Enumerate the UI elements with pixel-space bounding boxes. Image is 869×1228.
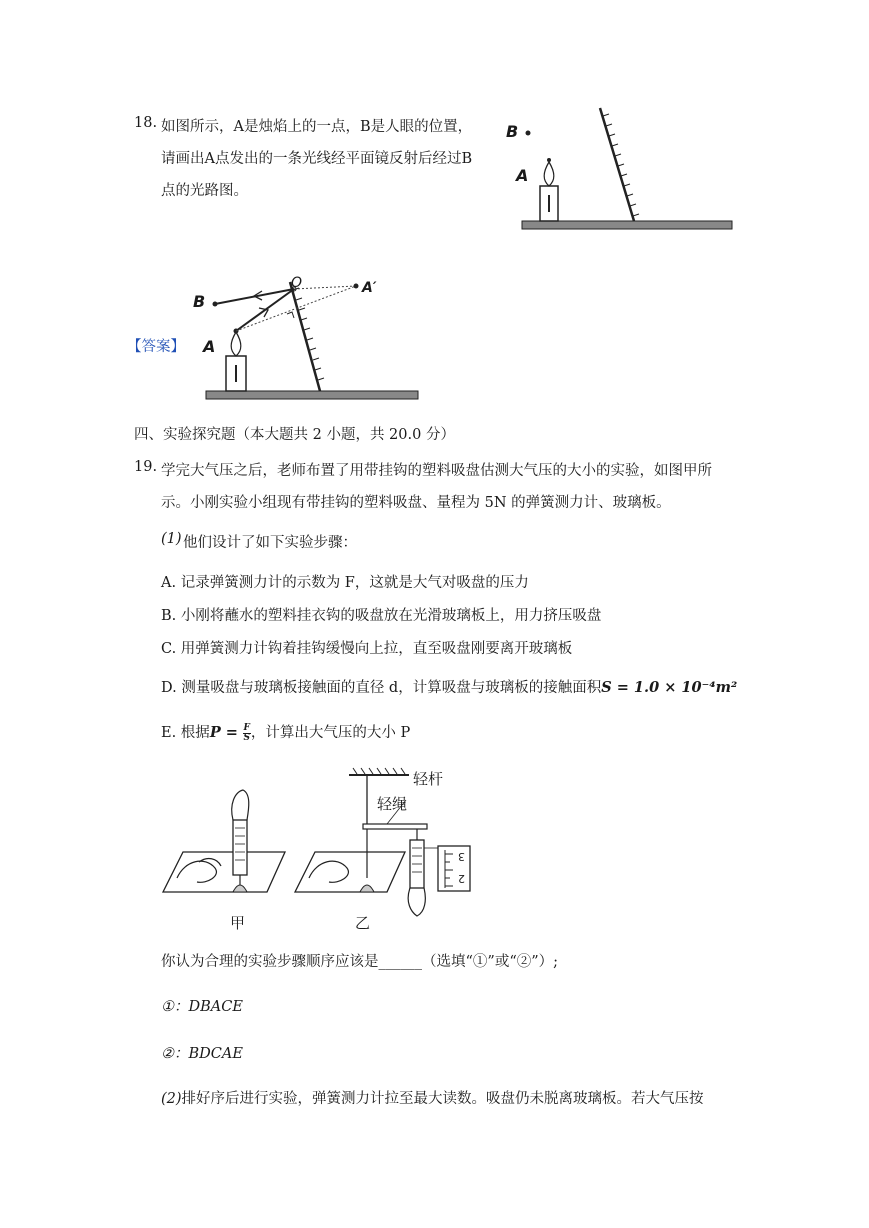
q19-step-a: A. 记录弹簧测力计的示数为 F，这就是大气对吸盘的压力: [161, 575, 529, 591]
q19-question: 你认为合理的实验步骤顺序应该是______（选填“①”或“②”）;: [161, 954, 559, 970]
fig-scale-bottom: 2: [458, 872, 465, 885]
q19-step-e-prefix: E. 根据: [161, 725, 210, 741]
q19-option-1-text: ：DBACE: [174, 999, 243, 1015]
q18-point-b: [526, 131, 531, 136]
q19-number: 19.: [134, 459, 158, 475]
q19-option-2-marker: ②: [161, 1046, 174, 1062]
q19-part1-text: 他们设计了如下实验步骤：: [183, 535, 357, 551]
q19-step-d: [161, 676, 737, 697]
q19-step-e-formula-lhs: P =: [209, 724, 238, 741]
answer-label-b: B: [193, 292, 206, 311]
answer-tag: 【答案】: [127, 339, 185, 355]
q19-option-2-text: ：BDCAE: [174, 1046, 243, 1062]
q19-part1-marker: (1): [161, 531, 182, 547]
q19-option-1-marker: ①: [161, 999, 174, 1015]
yi-glass-board: [295, 852, 405, 892]
section-4-heading: 四、实验探究题（本大题共 2 小题，共 20.0 分）: [134, 427, 455, 443]
answer-flame: [231, 332, 241, 356]
q19-step-d-formula: S = 1.0 × 10⁻⁴m²: [601, 679, 738, 696]
q19-step-e-frac-den: S: [243, 732, 250, 743]
answer-ground: [206, 391, 418, 399]
q18-ground: [522, 221, 732, 229]
q19-step-e-suffix: ，计算出大气压的大小 P: [250, 725, 411, 741]
yi-scale-detail: [438, 846, 470, 891]
q19-step-d-text: D. 测量吸盘与玻璃板接触面的直径 d，计算吸盘与玻璃板的接触面积: [161, 680, 602, 696]
q18-mirror: [600, 108, 634, 221]
fig-label-yi: 乙: [355, 914, 371, 932]
answer-label-a-prime: A′: [362, 280, 377, 296]
q19-line2: 示。小刚实验小组现有带挂钩的塑料吸盘、量程为 5N 的弹簧测力计、玻璃板。: [161, 495, 671, 511]
answer-mirror: [290, 282, 320, 391]
answer-point-a-prime: [354, 284, 359, 289]
jia-glass-board: [163, 852, 285, 892]
q19-line1: 学完大气压之后，老师布置了用带挂钩的塑料吸盘估测大气压的大小的实验，如图甲所: [161, 463, 712, 479]
fig-label-light-rod: 轻杆: [413, 770, 444, 788]
q18-figure: [500, 100, 740, 235]
q19-part2: [161, 1087, 704, 1108]
q18-line3: 点的光路图。: [161, 183, 248, 199]
answer-figure: [190, 270, 420, 405]
q18-fig-label-b: B: [506, 122, 519, 141]
q19-option-2: [161, 1042, 243, 1063]
answer-label-a: A: [203, 337, 216, 356]
q19-part2-marker: (2): [161, 1091, 182, 1107]
fig-label-light-rope: 轻绳: [377, 795, 408, 813]
q19-step-e-frac-num: F: [243, 722, 250, 733]
q19-part2-text: 排好序后进行实验，弹簧测力计拉至最大读数。吸盘仍未脱离玻璃板。若大气压按: [181, 1091, 704, 1107]
q18-line1: 如图所示，A是烛焰上的一点，B是人眼的位置，: [161, 119, 473, 135]
q18-number: 18.: [134, 115, 158, 131]
fig-scale-top: 3: [458, 850, 465, 863]
answer-label-o: O: [291, 275, 303, 291]
q19-step-b: B. 小刚将蘸水的塑料挂衣钩的吸盘放在光滑玻璃板上，用力挤压吸盘: [161, 608, 602, 624]
q19-step-e-fraction: [243, 724, 251, 743]
q19-step-e: [161, 721, 410, 743]
q19-step-c: C. 用弹簧测力计钩着挂钩缓慢向上拉，直至吸盘刚要离开玻璃板: [161, 641, 573, 657]
fig-label-jia: 甲: [230, 914, 246, 932]
q18-line2: 请画出A点发出的一条光线经平面镜反射后经过B: [161, 151, 473, 167]
yi-light-rod: [363, 824, 427, 829]
q19-option-1: [161, 995, 243, 1016]
q18-fig-label-a: A: [516, 166, 529, 185]
q18-flame: [544, 162, 554, 186]
